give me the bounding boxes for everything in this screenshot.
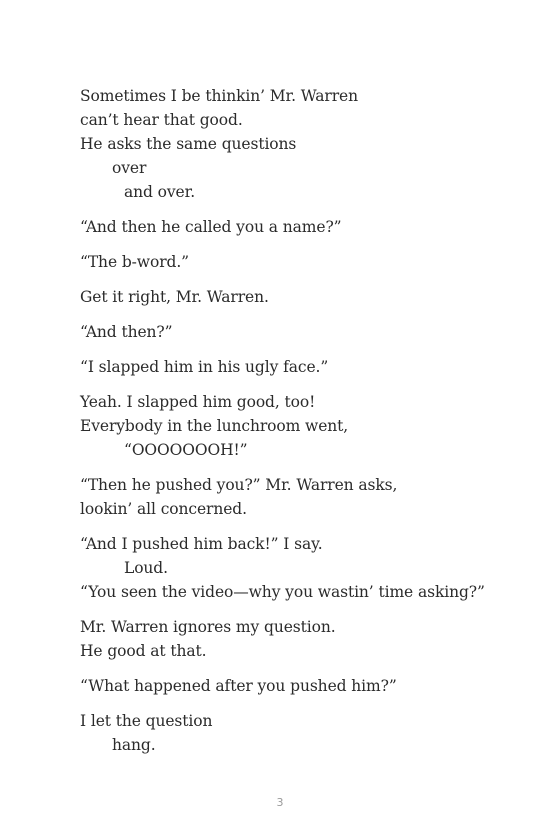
stanza — [80, 355, 540, 379]
stanza — [80, 250, 540, 274]
stanza — [80, 215, 540, 239]
text-line: “I slapped him in his ugly face.” — [80, 358, 329, 376]
text-line: Yeah. I slapped him good, too! — [80, 393, 316, 411]
text-line: and over. — [124, 183, 196, 201]
text-line: “And I pushed him back!” I say. — [80, 535, 323, 553]
text-line: I let the question — [80, 712, 213, 730]
text-line: He good at that. — [80, 642, 207, 660]
text-line: Loud. — [124, 559, 168, 577]
text-line: He asks the same questions — [80, 135, 297, 153]
stanza — [80, 285, 540, 309]
text-line: lookin’ all concerned. — [80, 500, 247, 518]
stanza — [80, 615, 540, 663]
text-line: Mr. Warren ignores my question. — [80, 618, 336, 636]
text-line: can’t hear that good. — [80, 111, 243, 129]
text-line: “You seen the video—why you wastin’ time asking?” — [80, 583, 485, 601]
text-line: hang. — [112, 736, 156, 754]
text-line: Get it right, Mr. Warren. — [80, 288, 269, 306]
text-line: “The b-word.” — [80, 253, 189, 271]
text-line: over — [112, 159, 147, 177]
text-line: Everybody in the lunchroom went, — [80, 417, 349, 435]
stanza — [80, 84, 540, 204]
text-line: “OOOOOOOH!” — [124, 441, 248, 459]
poem-body — [80, 84, 540, 768]
page-number: 3 — [276, 796, 284, 809]
stanza — [80, 320, 540, 344]
stanza — [80, 532, 540, 604]
text-line: “Then he pushed you?” Mr. Warren asks, — [80, 476, 398, 494]
stanza — [80, 473, 540, 521]
text-line: Sometimes I be thinkin’ Mr. Warren — [80, 87, 358, 105]
stanza — [80, 390, 540, 462]
text-line: “And then he called you a name?” — [80, 218, 342, 236]
stanza — [80, 709, 540, 757]
text-line: “What happened after you pushed him?” — [80, 677, 397, 695]
text-line: “And then?” — [80, 323, 173, 341]
stanza — [80, 674, 540, 698]
